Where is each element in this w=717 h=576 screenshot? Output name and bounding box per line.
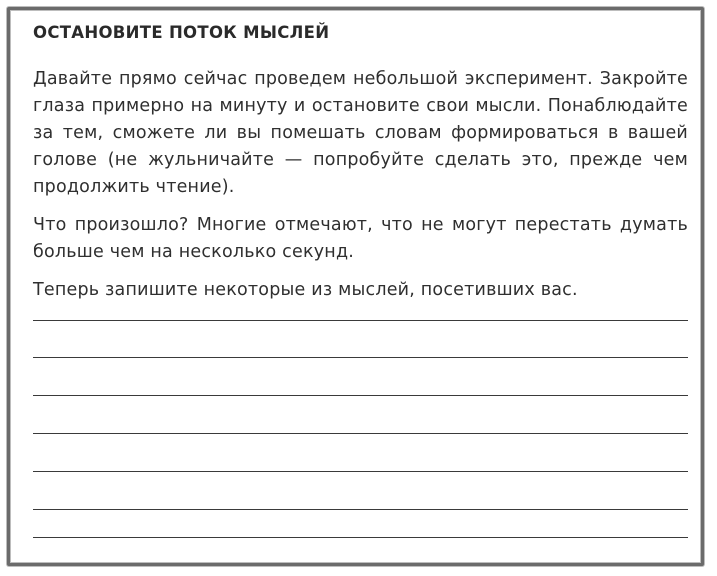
answer-line[interactable] bbox=[33, 395, 688, 396]
answer-line[interactable] bbox=[33, 320, 688, 321]
answer-line[interactable] bbox=[33, 433, 688, 434]
observation-paragraph: Что произошло? Многие отмечают, что не могут перестать думать больше чем на несколько секунд. bbox=[33, 215, 688, 262]
instruction-paragraph: Давайте прямо сейчас проведем небольшой эксперимент. Закройте глаза примерно на минуту и остановите свои мысли. Понаблюдайте за тем, сможете ли вы помешать словам формироваться в вашей голове (не жульничайте — попробуйте сделать это, прежде чем продолжить чтение). bbox=[33, 69, 688, 197]
exercise-content bbox=[33, 22, 688, 304]
answer-line[interactable] bbox=[33, 509, 688, 510]
answer-line[interactable] bbox=[33, 357, 688, 358]
answer-line[interactable] bbox=[33, 537, 688, 538]
answer-line[interactable] bbox=[33, 471, 688, 472]
prompt-paragraph: Теперь запишите некоторые из мыслей, посетивших вас. bbox=[33, 280, 578, 300]
exercise-title: ОСТАНОВИТЕ ПОТОК МЫСЛЕЙ bbox=[33, 23, 330, 42]
answer-lines bbox=[33, 320, 688, 538]
